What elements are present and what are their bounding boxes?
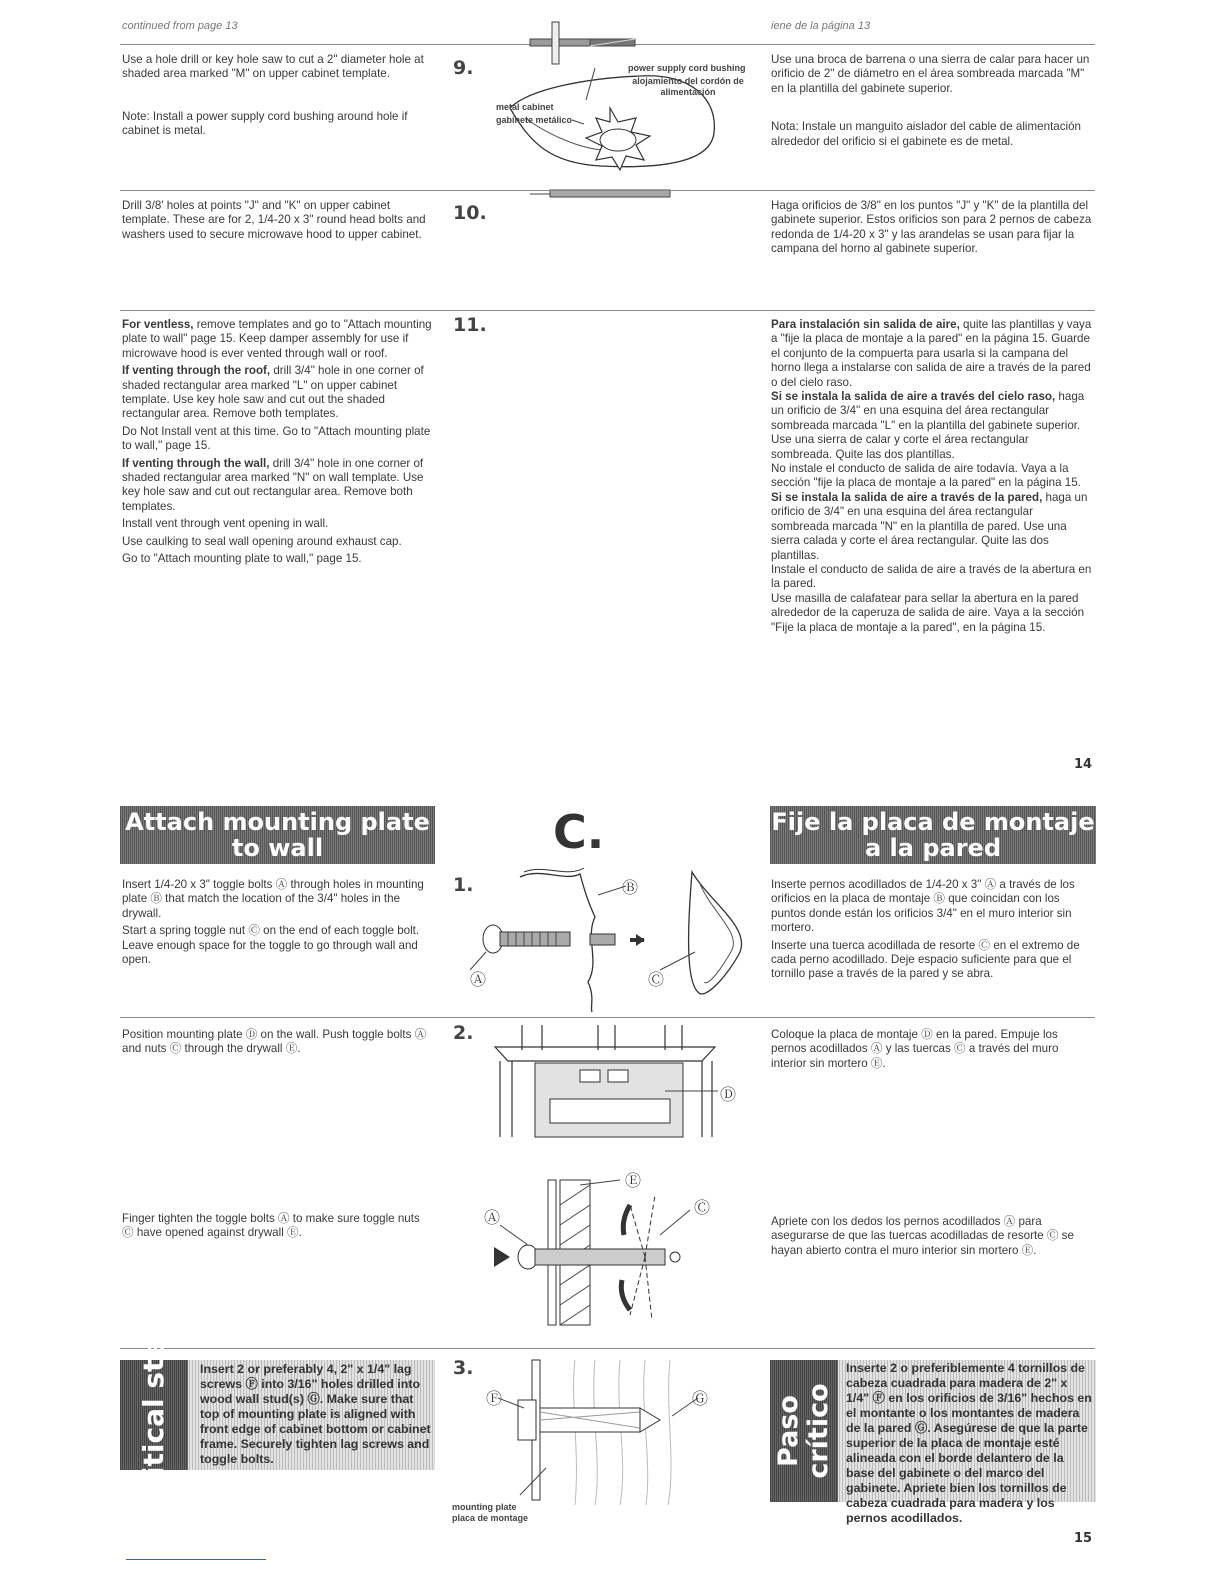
link-underline bbox=[126, 1559, 266, 1560]
c1-number: 1. bbox=[453, 874, 474, 896]
step9-text-es: Use una broca de barrena o una sierra de calar para hacer un orificio de 2" de diámetro en el área sombreada marcada "M" en la plantilla del gabinete superior. Nota: Instale un manguito aislador del cable de alimentación alrededor del orificio si el gabinete es de metal. bbox=[771, 53, 1090, 148]
c1-text-es: Inserte pernos acodillados de 1/4-20 x 3" Ⓐ a través de los orificios en la placa de montaje Ⓑ que coincidan con los puntos donde están los orificios 3/4" en el muro interior sin mortero. Inserte una tuerca acodillada de resorte Ⓒ en el extremo de cada perno acodillado. Deje espacio suficiente para que el tornillo pase a través de la pared y se abra. bbox=[771, 878, 1080, 981]
divider bbox=[120, 190, 1095, 191]
callout-b: Ⓑ bbox=[622, 880, 639, 897]
critical-step-tab-es: Paso crítico bbox=[770, 1360, 838, 1502]
divider bbox=[120, 1348, 1095, 1349]
label-mounting-plate-es: placa de montage bbox=[452, 1513, 529, 1523]
label-bushing-es: alojamiento del cordón de alimentación bbox=[632, 76, 744, 97]
continued-from-note-es: iene de la página 13 bbox=[771, 20, 871, 32]
critical-step-tab: Critical step bbox=[120, 1360, 188, 1470]
c2-number: 2. bbox=[453, 1022, 474, 1044]
continued-from-note: continued from page 13 bbox=[122, 20, 238, 32]
c1-toggle-bolt-illustration bbox=[460, 862, 760, 1017]
c2b-text-en: Finger tighten the toggle bolts Ⓐ to make sure toggle nuts Ⓒ have opened against drywall Ⓔ. bbox=[122, 1212, 420, 1240]
step10-text-es: Haga orificios de 3/8" en los puntos "J" y "K" de la plantilla del gabinete superior. Estos orificios son para 2 pernos de cabeza redonda de 1/4-20 x 3" y las arandelas se usan para fijar la campana del horno al gabinete superior. bbox=[771, 199, 1092, 256]
c2-toggle-cross-section bbox=[480, 1165, 720, 1330]
section-banner-es: Fije la placa de montaje a la pared bbox=[771, 808, 1095, 862]
callout-a: Ⓐ bbox=[470, 972, 487, 989]
callout-d: Ⓓ bbox=[720, 1087, 737, 1104]
divider bbox=[120, 310, 1095, 311]
c3-critical-text-en: Insert 2 or preferably 4, 2" x 1/4" lag screws Ⓕ into 3/16" holes drilled into wood wall stud(s) Ⓖ. Make sure that top of mounting plate is aligned with front edge of cabinet bottom or cabinet frame. Securely tighten lag screws and toggle bolts. bbox=[200, 1362, 431, 1466]
callout-a2: Ⓐ bbox=[484, 1210, 501, 1227]
divider bbox=[120, 1017, 1095, 1018]
step11-text-es: Para instalación sin salida de aire, quite las plantillas y vaya a "fije la placa de montaje a la pared" en la página 15. Guarde el conjunto de la compuerta para usarla si la campana del horno llega a instalarse con salida de aire a través de la pared o del cielo raso. Si se instala la salida de aire a través del cielo raso, haga un orificio de 3/4" en una esquina del área rectangular sombreada marcada "L" en la plantilla del gabinete superior. Use una sierra de calar y corte el área rectangular sombreada. Quite las dos plantillas. No instale el conducto de salida de aire todavía. Vaya a la sección "fije la placa de montaje a la pared" en la página 15. Si se instala la salida de aire a través de la pared, haga un orificio de 3/4" en una esquina del área rectangular sombreada marcada "N" en la plantilla de pared. Use una sierra calada y corte el área rectangular. Quite las dos plantillas. Instale el conducto de salida de aire a través de la abertura en la pared. Use masilla de calafatear para sellar la abertura en la pared alrededor de la caperuza de salida de aire. Vaya a la sección "Fije la placa de montaje a la pared", en la página 15. bbox=[771, 318, 1092, 634]
label-bushing: power supply cord bushing bbox=[628, 63, 746, 73]
step9-number: 9. bbox=[453, 57, 474, 79]
c3-lag-screw-illustration bbox=[480, 1360, 720, 1505]
callout-c2: Ⓒ bbox=[694, 1200, 711, 1217]
callout-e: Ⓔ bbox=[625, 1173, 642, 1190]
c2b-text-es: Apriete con los dedos los pernos acodillados Ⓐ para asegurarse de que las tuercas acodilladas de resorte Ⓒ se hayan abierto contra el muro interior sin mortero Ⓔ. bbox=[771, 1215, 1074, 1257]
c2-text-en: Position mounting plate Ⓓ on the wall. Push toggle bolts Ⓐ and nuts Ⓒ through the drywall Ⓔ. bbox=[122, 1028, 427, 1056]
label-metal-cabinet-es: gabinete metálico bbox=[496, 115, 573, 125]
step11-text-en: For ventless, remove templates and go to "Attach mounting plate to wall" page 15. Keep damper assembly for use if microwave hood is ever vented through wall or roof. If venting through the roof, drill 3/4" hole in one corner of shaded rectangular area marked "L" on upper cabinet template. Use key hole saw and cut out the shaded rectangular area. Remove both templates. Do Not Install vent at this time. Go to "Attach mounting plate to wall," page 15. If venting through the wall, drill 3/4" hole in one corner of shaded rectangular area marked "N" on wall template. Use key hole saw and cut out rectangular area. Remove both templates. Install vent through vent opening in wall. Use caulking to seal wall opening around exhaust cap. Go to "Attach mounting plate to wall," page 15. bbox=[122, 318, 432, 566]
section-banner-en: Attach mounting plate to wall bbox=[120, 806, 435, 864]
page-number-15: 15 bbox=[1074, 1531, 1093, 1546]
section-letter: C. bbox=[553, 805, 605, 859]
callout-f: Ⓕ bbox=[486, 1391, 503, 1408]
label-metal-cabinet: metal cabinet bbox=[496, 102, 554, 112]
page-number-14: 14 bbox=[1074, 757, 1093, 772]
c1-text-en: Insert 1/4-20 x 3" toggle bolts Ⓐ through holes in mounting plate Ⓑ that match the location of the 3/4" holes in the drywall. Start a spring toggle nut Ⓒ on the end of each toggle bolt. Leave enough space for the toggle to go through wall and open. bbox=[122, 878, 424, 967]
callout-g: Ⓖ bbox=[692, 1391, 709, 1408]
label-mounting-plate: mounting plate bbox=[452, 1502, 517, 1512]
c2-text-es: Coloque la placa de montaje Ⓓ en la pared. Empuje los pernos acodillados Ⓐ y las tuercas Ⓒ a través del muro interior sin mortero Ⓔ. bbox=[771, 1028, 1059, 1070]
callout-c: Ⓒ bbox=[648, 972, 665, 989]
c2-mounting-plate-illustration bbox=[490, 1025, 740, 1140]
step9-text-en: Use a hole drill or key hole saw to cut a 2" diameter hole at shaded area marked "M" on upper cabinet template. Note: Install a power supply cord bushing around hole if cabinet is metal. bbox=[122, 53, 424, 138]
step10-number: 10. bbox=[453, 202, 487, 224]
c3-number: 3. bbox=[453, 1357, 474, 1379]
step11-number: 11. bbox=[453, 314, 487, 336]
step10-text-en: Drill 3/8' holes at points "J" and "K" on upper cabinet template. These are for 2, 1/4-20 x 3" round head bolts and washers used to secure microwave hood to upper cabinet. bbox=[122, 199, 426, 241]
c3-critical-text-es: Inserte 2 o preferiblemente 4 tornillos de cabeza cuadrada para madera de 2" x 1/4" Ⓕ en los orificios de 3/16" hechos en el montante o los montantes de madera de la pared Ⓖ. Asegúrese de que la parte superior de la placa de montaje esté alineada con el borde delantero de la base del gabinete o del marco del gabinete. Apriete bien los tornillos de cabeza cuadrada para madera y los pernos acodillados. bbox=[846, 1361, 1092, 1525]
